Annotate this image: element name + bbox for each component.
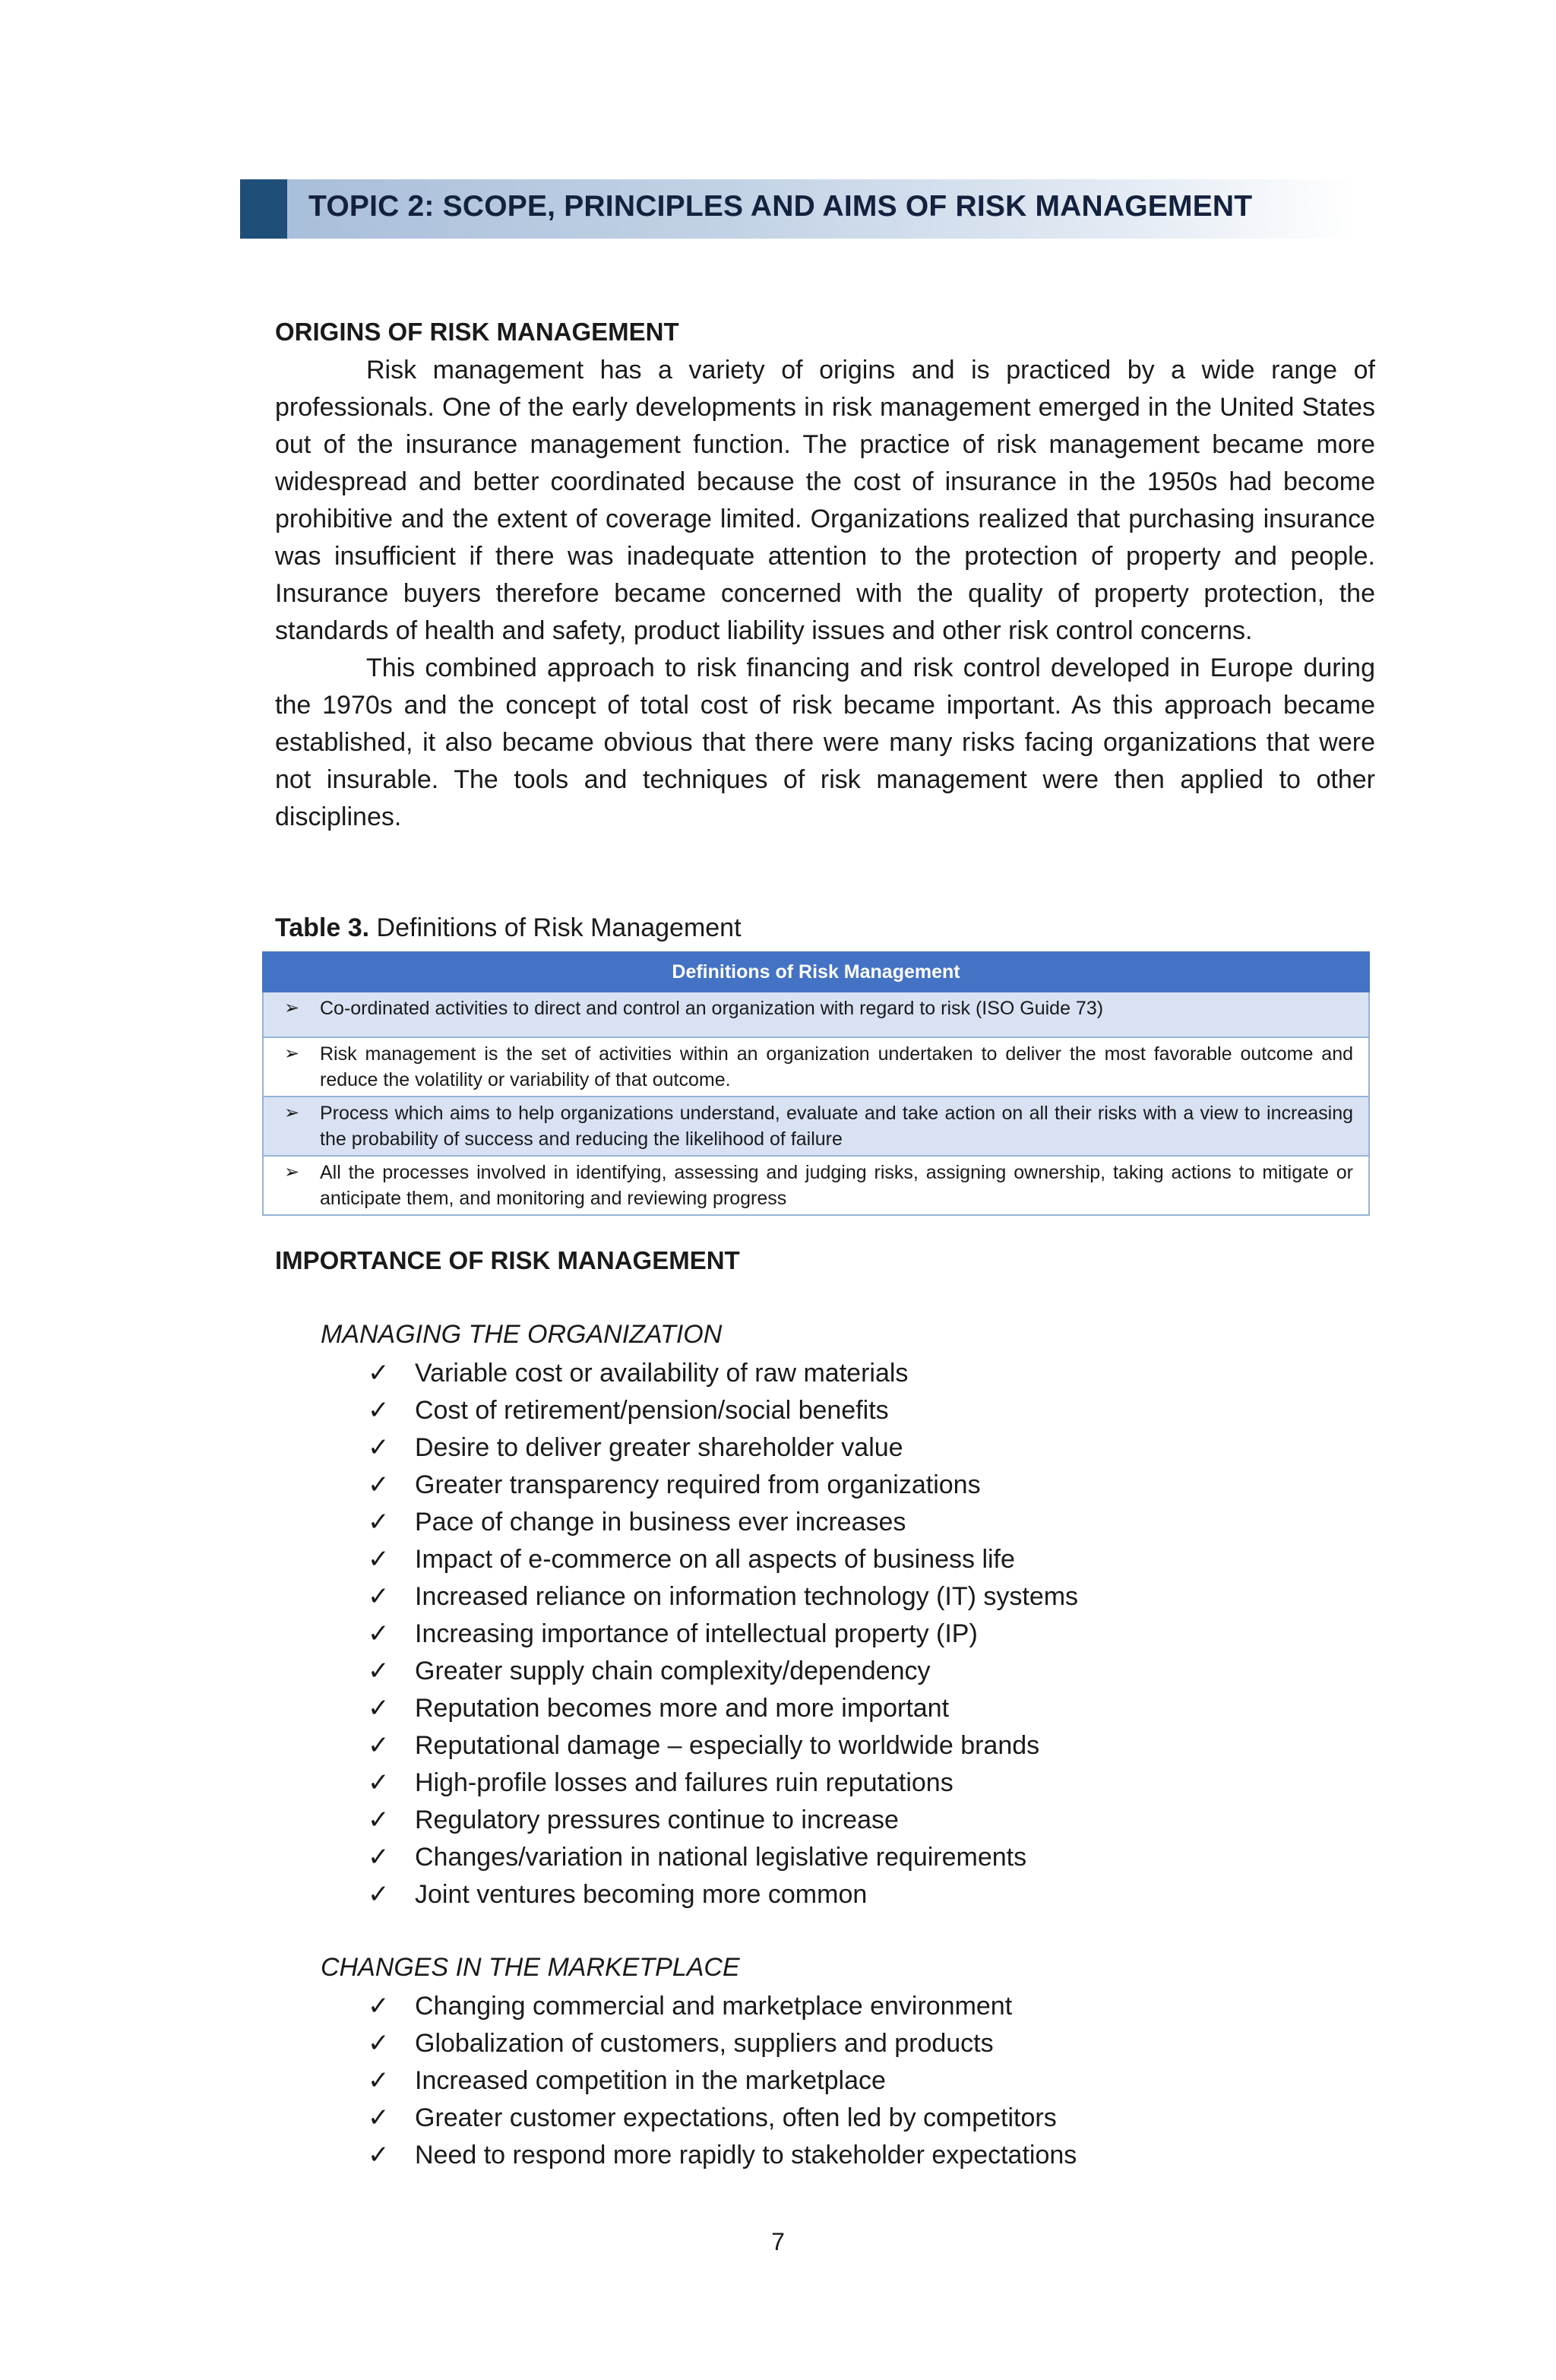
origins-paragraph-1: Risk management has a variety of origins and is practiced by a wide range of professionals. One of the early developments in risk management emerged in the United States out of the insurance management function. The practice of risk management became more widespread and better coordinated because the cost of insurance in the 1950s had become prohibitive and the extent of coverage limited. Organizations realized that purchasing insurance was insufficient if there was inadequate attention to the protection of property and people. Insurance buyers therefore became concerned with the quality of property protection, the standards of health and safety, product liability issues and other risk control concerns. xyxy=(275,356,1375,645)
checklist-item-text: Changes/variation in national legislative requirements xyxy=(415,1843,1027,1872)
checklist-item xyxy=(368,2137,1468,2174)
checklist-item xyxy=(368,1839,1468,1876)
table-header: Definitions of Risk Management xyxy=(263,952,1369,992)
table-caption-text: Definitions of Risk Management xyxy=(369,913,742,942)
importance-heading: IMPORTANCE OF RISK MANAGEMENT xyxy=(275,1246,740,1274)
checklist-item xyxy=(368,1355,1468,1392)
checklist-item-text: Reputation becomes more and more important xyxy=(415,1694,950,1723)
checklist-item xyxy=(368,1541,1468,1578)
arrow-bullet-icon: ➢ xyxy=(283,998,300,1018)
checklist-item-text: Need to respond more rapidly to stakeholder expectations xyxy=(415,2141,1077,2170)
checkmark-icon: ✓ xyxy=(368,1470,390,1499)
definition-text: Co-ordinated activities to direct and control an organization with regard to risk (ISO Guide 73) xyxy=(320,998,1104,1019)
table-header-row xyxy=(263,952,1369,992)
checkmark-icon: ✓ xyxy=(368,1880,390,1909)
checkmark-icon: ✓ xyxy=(368,2066,390,2095)
definitions-table xyxy=(262,951,1370,1216)
checklist-item-text: Variable cost or availability of raw materials xyxy=(415,1359,909,1388)
definition-text: Process which aims to help organizations understand, evaluate and take action on all their risks with a view to increasing the probability of success and reducing the likelihood of failure xyxy=(320,1103,1353,1150)
table-row xyxy=(263,992,1369,1037)
checklist-item-text: Impact of e-commerce on all aspects of business life xyxy=(415,1545,1015,1574)
topic-title: TOPIC 2: SCOPE, PRINCIPLES AND AIMS OF RISK MANAGEMENT xyxy=(308,190,1253,223)
checkmark-icon: ✓ xyxy=(368,2029,390,2058)
table-row xyxy=(263,1156,1369,1215)
table-caption xyxy=(275,913,1375,943)
checklist-item xyxy=(368,1876,1468,1913)
checklist-item-text: Changing commercial and marketplace environment xyxy=(415,1992,1013,2021)
origins-body xyxy=(275,352,1375,836)
checklist-item xyxy=(368,1802,1468,1839)
managing-subheading: MANAGING THE ORGANIZATION xyxy=(321,1320,723,1349)
checklist-item-text: Increased reliance on information technology (IT) systems xyxy=(415,1582,1079,1611)
checkmark-icon: ✓ xyxy=(368,1992,390,2021)
managing-checklist xyxy=(368,1355,1468,1913)
checklist-item xyxy=(368,1690,1468,1727)
checklist-item xyxy=(368,1392,1468,1429)
checklist-item-text: Cost of retirement/pension/social benefits xyxy=(415,1396,889,1425)
checkmark-icon: ✓ xyxy=(368,1582,390,1611)
checklist-item xyxy=(368,1429,1468,1467)
checkmark-icon: ✓ xyxy=(368,1768,390,1797)
checklist-item xyxy=(368,1504,1468,1541)
checkmark-icon: ✓ xyxy=(368,1545,390,1574)
checklist-item-text: Globalization of customers, suppliers and products xyxy=(415,2029,994,2058)
checklist-item xyxy=(368,1764,1468,1802)
checkmark-icon: ✓ xyxy=(368,1508,390,1537)
checklist-item xyxy=(368,1616,1468,1653)
checklist-item xyxy=(368,2062,1468,2100)
checklist-item-text: Greater customer expectations, often led by competitors xyxy=(415,2103,1057,2132)
checklist-item xyxy=(368,1653,1468,1690)
checklist-item xyxy=(368,1467,1468,1504)
checklist-item-text: Increasing importance of intellectual property (IP) xyxy=(415,1619,978,1648)
checkmark-icon: ✓ xyxy=(368,1657,390,1685)
arrow-bullet-icon: ➢ xyxy=(283,1043,300,1064)
checkmark-icon: ✓ xyxy=(368,1619,390,1648)
checklist-item xyxy=(368,1727,1468,1764)
checkmark-icon: ✓ xyxy=(368,1694,390,1723)
checkmark-icon: ✓ xyxy=(368,1731,390,1760)
checklist-item xyxy=(368,1578,1468,1616)
checkmark-icon: ✓ xyxy=(368,1396,390,1425)
checklist-item-text: Joint ventures becoming more common xyxy=(415,1880,868,1909)
checkmark-icon: ✓ xyxy=(368,1806,390,1834)
checklist-item-text: Regulatory pressures continue to increase xyxy=(415,1806,899,1834)
page-number: 7 xyxy=(771,2228,785,2255)
origins-paragraph-2: This combined approach to risk financing and risk control developed in Europe during the 1970s and the concept of total cost of risk became important. As this approach became established, it also became obvious that there were many risks facing organizations that were not insurable. The tools and techniques of risk management were then applied to other disciplines. xyxy=(275,654,1375,831)
checkmark-icon: ✓ xyxy=(368,1359,390,1388)
table-row xyxy=(263,1097,1369,1156)
table-row xyxy=(263,1037,1369,1097)
marketplace-subheading: CHANGES IN THE MARKETPLACE xyxy=(321,1953,740,1982)
arrow-bullet-icon: ➢ xyxy=(283,1162,300,1182)
arrow-bullet-icon: ➢ xyxy=(283,1103,300,1123)
checklist-item-text: High-profile losses and failures ruin reputations xyxy=(415,1768,954,1797)
checklist-item-text: Reputational damage – especially to worldwide brands xyxy=(415,1731,1040,1760)
checkmark-icon: ✓ xyxy=(368,2103,390,2132)
checklist-item xyxy=(368,2100,1468,2137)
checklist-item-text: Greater supply chain complexity/dependency xyxy=(415,1657,931,1685)
checklist-item-text: Pace of change in business ever increases xyxy=(415,1508,906,1537)
checklist-item xyxy=(368,2025,1468,2062)
checklist-item-text: Desire to deliver greater shareholder value xyxy=(415,1433,903,1462)
checklist-item-text: Greater transparency required from organizations xyxy=(415,1470,981,1499)
checklist-item xyxy=(368,1988,1468,2025)
table-caption-label: Table 3. xyxy=(275,913,370,942)
definition-text: Risk management is the set of activities within an organization undertaken to deliver the most favorable outcome and reduce the volatility or variability of that outcome. xyxy=(320,1043,1353,1090)
banner-accent-square xyxy=(240,179,287,239)
definition-text: All the processes involved in identifying, assessing and judging risks, assigning ownership, taking actions to mitigate or anticipate them, and monitoring and reviewing progress xyxy=(320,1162,1353,1209)
origins-heading: ORIGINS OF RISK MANAGEMENT xyxy=(275,318,679,346)
checkmark-icon: ✓ xyxy=(368,1843,390,1872)
marketplace-checklist xyxy=(368,1988,1468,2174)
checkmark-icon: ✓ xyxy=(368,2141,390,2170)
checkmark-icon: ✓ xyxy=(368,1433,390,1462)
checklist-item-text: Increased competition in the marketplace xyxy=(415,2066,886,2095)
